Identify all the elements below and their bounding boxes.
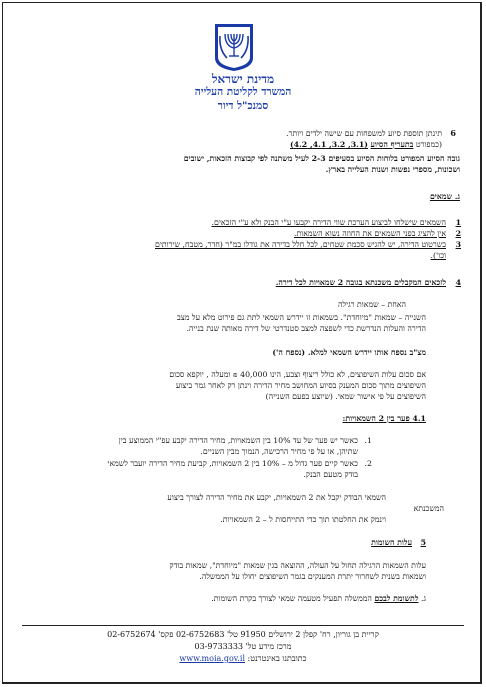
footer-website-label: כתובתנו באינטרנט: <box>247 654 307 663</box>
section-5-number: 5 <box>420 538 426 547</box>
section-5-line3-prefix: ג. <box>418 594 426 603</box>
state-title: מדינת ישראל <box>211 72 275 86</box>
section-41-title: 4.1 פער בין 2 השמאויות: <box>342 414 426 423</box>
section-c-item1: השמאים שישלחו לביצוע הערכת שווי הדירה יקבעו ע"י הבנק ולא ע"י הזכאים. <box>211 218 446 227</box>
section-6-line2-prefix: (כמפורט <box>413 140 442 149</box>
section-6-tariff-ref: (3.1, 3.2, 4.1, 4.2) <box>289 140 368 149</box>
section-5-attention: לתשומת לבכם <box>374 594 419 603</box>
section-4-appendix: מצ"ב נספח אותו יידרש השמאי למלא. (נספח ה') <box>272 348 426 357</box>
section-c-item2-num: 2 <box>455 229 461 238</box>
section-41-p3: וינמק את החלטתו תוך כדי התייחסות ל – 2 השמאויות. <box>220 515 386 524</box>
footer-info-center: מרכז מידע טל' 03-9733333 <box>194 642 292 651</box>
footer-website-link[interactable]: www.moia.gov.il <box>179 654 245 663</box>
section-6-line1: תינתן תוספת סיוע למשפחות עם שישה ילדים ויותר. <box>286 129 442 138</box>
section-5-line1: עלות השמאות הרגילה תחול על העולה, ההוצאה בגין שמאות "מיוחדת", שמאות בודק <box>169 561 426 570</box>
section-41-p1: השמאי הבודק יקבל את 2 השמאויות, יקבע את מחיר הדירה לצורך ביצוע <box>167 493 386 502</box>
section-c-item3-num: 3 <box>455 240 461 249</box>
section-4-second2: הדירה והעלות הנדרשת כדי לשפצה למצב סטנדרטי של דירה מאותה שנת בנייה. <box>186 324 426 333</box>
section-6-number: 6 <box>450 128 456 138</box>
section-41-p2: המשכנתא <box>413 504 444 513</box>
section-4-cost2: השיפוצים מתוך סכום המענק בסיוע המחושב מחיר הדירה וינתן רק לאחר גמר ביצוע <box>175 381 426 390</box>
footer-address: קריית בן גוריון, רח' קפלן 2 ירושלים 91950 טל' 02-6752683 פקס' 02-6752674 <box>107 630 379 639</box>
section-4-title: לזכאים המקבלים משכנתא בגובה 2 שמאויות לכל דירה. <box>275 278 446 287</box>
section-4-first: האחת – שמאות רגילה <box>337 300 406 309</box>
section-6-line2 <box>290 140 442 150</box>
section-4-cost1: אם סכום עלות השיפוצים, לא כולל ריצוף וצבע, הינו 40,000 ₪ ומעלה , יוקפא סכום <box>169 370 426 379</box>
section-6-line4: ושכונות, מספרי נפשות ושנות העלייה בארץ. <box>325 165 460 174</box>
section-5-title: עלות השומות <box>371 538 412 547</box>
section-c-item3b: וכו'). <box>430 251 446 260</box>
section-5-line2: ושמאות בשנית לשחרור יתרת המענקים בגמר השיפוצים יחולו על הממשלה. <box>199 572 426 581</box>
footer-website <box>0 654 486 663</box>
section-4-number: 4 <box>455 278 461 287</box>
ministry-name: המשרד לקליטת העלייה <box>194 86 292 98</box>
section-4-cost3: השיפוצים על פי אישור שמאי. (שיוצע בפעם השנייה) <box>265 392 426 401</box>
section-41-item2a: כאשר קיים פער גדול מ – 10% בין 2 השמאויות, קביעת מחיר הדירה יועבר לשמאי <box>107 459 358 468</box>
section-c-item1-num: 1 <box>455 218 461 227</box>
footer-divider <box>22 625 464 626</box>
section-c-item3: בשרטוט הדירה, יש להגיש סכמת שטחים, לכל חלל בדירה את גודלו במ"ר (חדר, מטבח, שירותים <box>154 240 446 249</box>
department-name: סמנכ"ל דיור <box>217 100 269 112</box>
state-emblem-icon <box>211 22 257 72</box>
section-5-line3-rest: הממשלה תפעיל מטעמה שמאי לצורך בקרת השומות. <box>211 594 375 603</box>
section-41-item2b: בודק מטעם הבנק. <box>303 470 358 479</box>
section-4-second1: השנייה – שמאות "מיוחדת". בשמאות זו יידרש השמאי לתת גם פירוט מלא על מצב <box>176 313 426 322</box>
section-41-item2-num: 2. <box>364 459 372 468</box>
section-6-line3: גובה הסיוע המפורט בלוחות הסיוע בסעיפים 2-3 לעיל משתנה לפי קבוצות הזכאות, ישובים <box>183 154 460 163</box>
section-41-item1-num: 1. <box>364 436 372 445</box>
section-41-item1a: כאשר יש פער של עד 10% בין השמאויות, מחיר הדירה יקבע עפ"י הממוצע בין <box>118 436 358 445</box>
section-41-item1b: שתיהן, או על פי מחיר הרכישה, הנמוך מבין השניים. <box>200 447 358 456</box>
section-c-item2: אין להציג בפני השמאים את החוזה נשוא השמאות. <box>294 229 446 238</box>
section-5-line3 <box>211 594 426 604</box>
section-6-tariff-link: בתעריף הסיוע <box>370 140 414 149</box>
section-c-title: ג. שמאים <box>429 192 460 201</box>
